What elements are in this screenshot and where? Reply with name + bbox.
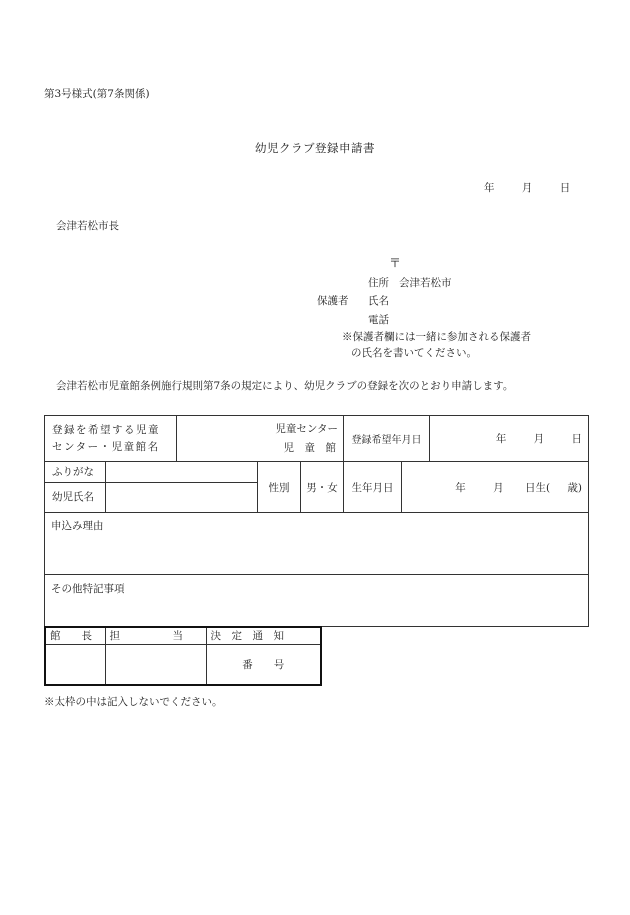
center-type-line2: 児 童 館	[283, 441, 337, 454]
desired-date-field[interactable]	[430, 416, 589, 462]
desired-date-day: 日	[571, 433, 583, 445]
reason-field[interactable]	[45, 513, 589, 575]
document-title: 幼児クラブ登録申請書	[255, 141, 375, 155]
application-date	[484, 180, 570, 195]
center-row	[45, 416, 589, 462]
director-stamp-cell	[45, 644, 105, 685]
office-body-row	[45, 644, 321, 685]
desired-center-label-line2: センター・児童館名	[52, 440, 160, 453]
other-notes-label: その他特記事項	[51, 583, 125, 595]
other-notes-field[interactable]	[45, 575, 589, 627]
reason-row	[45, 513, 589, 575]
postal-mark: 〒	[389, 256, 402, 270]
phone-label: 電話	[368, 314, 389, 326]
staff-label: 担 当	[105, 627, 206, 644]
application-table	[44, 415, 589, 627]
address-label: 住所	[368, 277, 389, 289]
addressee: 会津若松市長	[56, 220, 119, 232]
birthdate-age: 歳)	[567, 481, 583, 494]
birthdate-field[interactable]	[402, 462, 589, 513]
child-name-label: 幼児氏名	[45, 483, 106, 513]
other-notes-row	[45, 575, 589, 627]
birthdate-day: 日生(	[524, 481, 551, 494]
guardian-note-line1: ※保護者欄には一緒に参加される保護者	[342, 331, 531, 343]
office-use-table	[44, 626, 322, 686]
furigana-row	[45, 462, 589, 483]
center-name-field[interactable]	[177, 416, 344, 462]
form-number: 第3号様式(第7条関係)	[44, 88, 150, 100]
sex-options[interactable]: 男・女	[301, 462, 344, 513]
desired-date-year: 年	[495, 433, 507, 445]
reason-label: 申込み理由	[51, 520, 104, 532]
desired-date-month: 月	[533, 433, 545, 445]
footnote: ※太枠の中は記入しないでください。	[44, 696, 223, 708]
birthdate-year: 年	[455, 481, 466, 494]
office-header-row	[45, 627, 321, 644]
child-name-field[interactable]	[106, 483, 258, 513]
address-value: 会津若松市	[399, 277, 452, 289]
guardian-label: 保護者	[317, 295, 349, 307]
furigana-field[interactable]	[106, 462, 258, 483]
desired-center-label	[45, 416, 177, 462]
birthdate-label: 生年月日	[344, 462, 402, 513]
sex-label: 性別	[258, 462, 301, 513]
date-year: 年	[484, 182, 495, 194]
center-type-line1: 児童センター	[275, 422, 339, 435]
director-label: 館 長	[45, 627, 105, 644]
date-month: 月	[521, 182, 533, 194]
desired-date-label: 登録希望年月日	[344, 416, 430, 462]
guardian-note-line2: の氏名を書いてください。	[351, 347, 477, 359]
name-label: 氏名	[368, 295, 389, 307]
notice-number: 番 号	[206, 644, 321, 685]
staff-stamp-cell	[105, 644, 206, 685]
furigana-label: ふりがな	[45, 462, 106, 483]
application-statement: 会津若松市児童館条例施行規則第7条の規定により、幼児クラブの登録を次のとおり申請します。	[56, 380, 514, 392]
birthdate-month: 月	[493, 481, 504, 494]
date-day: 日	[559, 182, 571, 194]
desired-center-label-line1: 登録を希望する児童	[52, 423, 160, 436]
decision-notice-label: 決 定 通 知	[206, 627, 321, 644]
